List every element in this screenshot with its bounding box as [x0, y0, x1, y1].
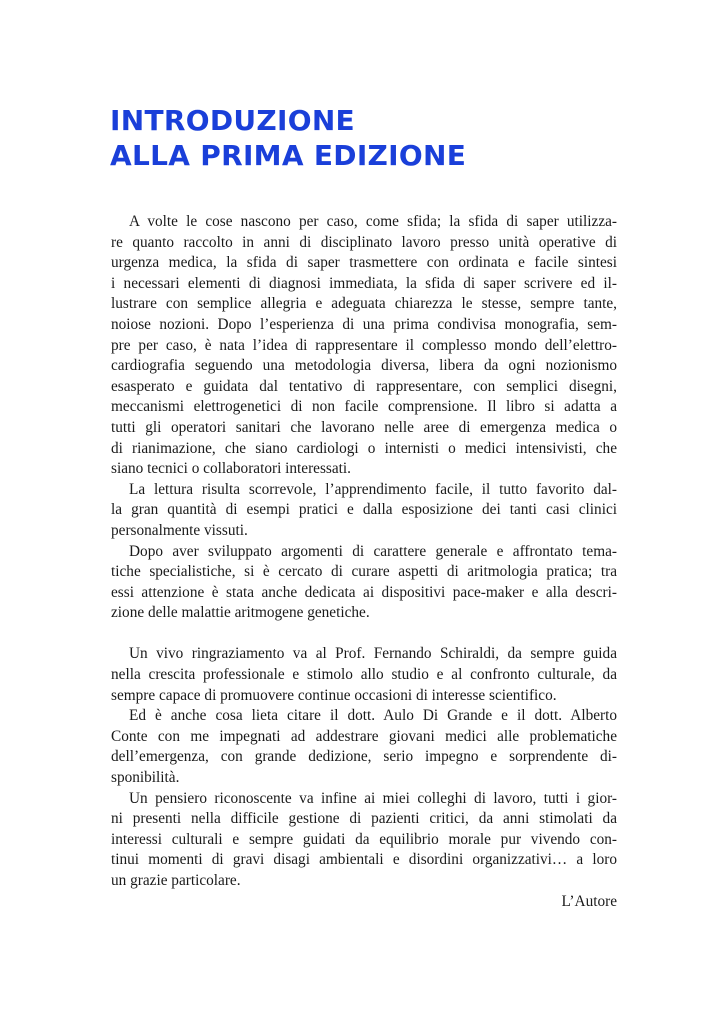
text-line: Un vivo ringraziamento va al Prof. Fernando Schiraldi, da sempre guida	[129, 645, 617, 663]
text-line: i necessari elementi di diagnosi immediata, la sfida di saper scrivere ed il-	[111, 274, 617, 292]
paragraph	[111, 542, 617, 624]
text-line: essi attenzione è stata anche dedicata ai dispositivi pace-maker e alla descri-	[111, 583, 617, 601]
text-line: zione delle malattie aritmogene genetiche.	[111, 604, 370, 622]
paragraph	[111, 644, 617, 706]
text-line: noiose nozioni. Dopo l’esperienza di una prima condivisa monografia, sem-	[111, 315, 617, 333]
text-line: ni presenti nella difficile gestione di pazienti critici, da anni stimolati da	[111, 810, 617, 828]
text-line: tiche specialistiche, si è cercato di curare aspetti di aritmologia pratica; tra	[111, 563, 617, 581]
paragraph	[111, 212, 617, 480]
text-line: Conte con me impegnati ad addestrare giovani medici alle problematiche	[111, 727, 617, 745]
text-line: cardiografia seguendo una metodologia diversa, libera da ogni nozionismo	[111, 357, 617, 375]
text-line: esasperato e guidata dal tentativo di rappresentare, con semplici disegni,	[111, 377, 617, 395]
text-line: A volte le cose nascono per caso, come sfida; la sfida di saper utilizza-	[129, 213, 617, 230]
page-title	[110, 103, 466, 173]
text-line: Ed è anche cosa lieta citare il dott. Aulo Di Grande e il dott. Alberto	[129, 707, 617, 725]
text-line: La lettura risulta scorrevole, l’apprendimento facile, il tutto favorito dal-	[129, 480, 617, 498]
text-line: la gran quantità di esempi pratici e dalla esposizione dei tanti casi clinici	[111, 501, 617, 519]
text-line: sponibilità.	[111, 769, 180, 787]
text-line: un grazie particolare.	[111, 872, 241, 889]
text-line: Dopo aver sviluppato argomenti di carattere generale e affrontato tema-	[129, 542, 617, 560]
text-line: nella crescita professionale e stimolo allo studio e al confronto culturale, da	[111, 666, 617, 684]
paragraph	[111, 480, 617, 542]
section-gap	[111, 624, 617, 645]
text-line: meccanismi elettrogenetici di non facile comprensione. Il libro si adatta a	[111, 398, 617, 416]
text-line: dell’emergenza, con grande dedizione, serio impegno e sorprendente di-	[111, 748, 617, 766]
text-line: re quanto raccolto in anni di disciplinato lavoro presso unità operative di	[111, 233, 617, 251]
author-signature: L’Autore	[561, 892, 617, 910]
title-line-2: ALLA PRIMA EDIZIONE	[110, 139, 467, 172]
text-line: personalmente vissuti.	[111, 521, 248, 539]
text-line: tinui momenti di gravi disagi ambientali e disordini organizzativi… a loro	[111, 851, 617, 869]
text-line: interessi culturali e sempre guidati da equilibrio morale pur vivendo con-	[111, 830, 617, 848]
text-line: Un pensiero riconoscente va infine ai miei colleghi di lavoro, tutti i gior-	[129, 789, 617, 807]
paragraph	[111, 789, 617, 892]
text-line: siano tecnici o collaboratori interessati.	[111, 460, 351, 478]
text-line: urgenza medica, la sfida di saper trasmettere con ordinata e facile sintesi	[111, 254, 617, 272]
text-line: pre per caso, è nata l’idea di rappresentare il complesso mondo dell’elettro-	[111, 336, 617, 354]
text-line: sempre capace di promuovere continue occasioni di interesse scientifico.	[111, 686, 557, 704]
text-line: tutti gli operatori sanitari che lavorano nelle aree di emergenza medica o	[111, 418, 617, 436]
paragraph	[111, 706, 617, 788]
text-line: lustrare con semplice allegria e adeguata chiarezza le stesse, sempre tante,	[111, 295, 617, 313]
text-line: di rianimazione, che siano cardiologi o internisti o medici intensivisti, che	[111, 439, 617, 457]
title-line-1: INTRODUZIONE	[110, 104, 355, 137]
introduction-body	[111, 212, 617, 912]
